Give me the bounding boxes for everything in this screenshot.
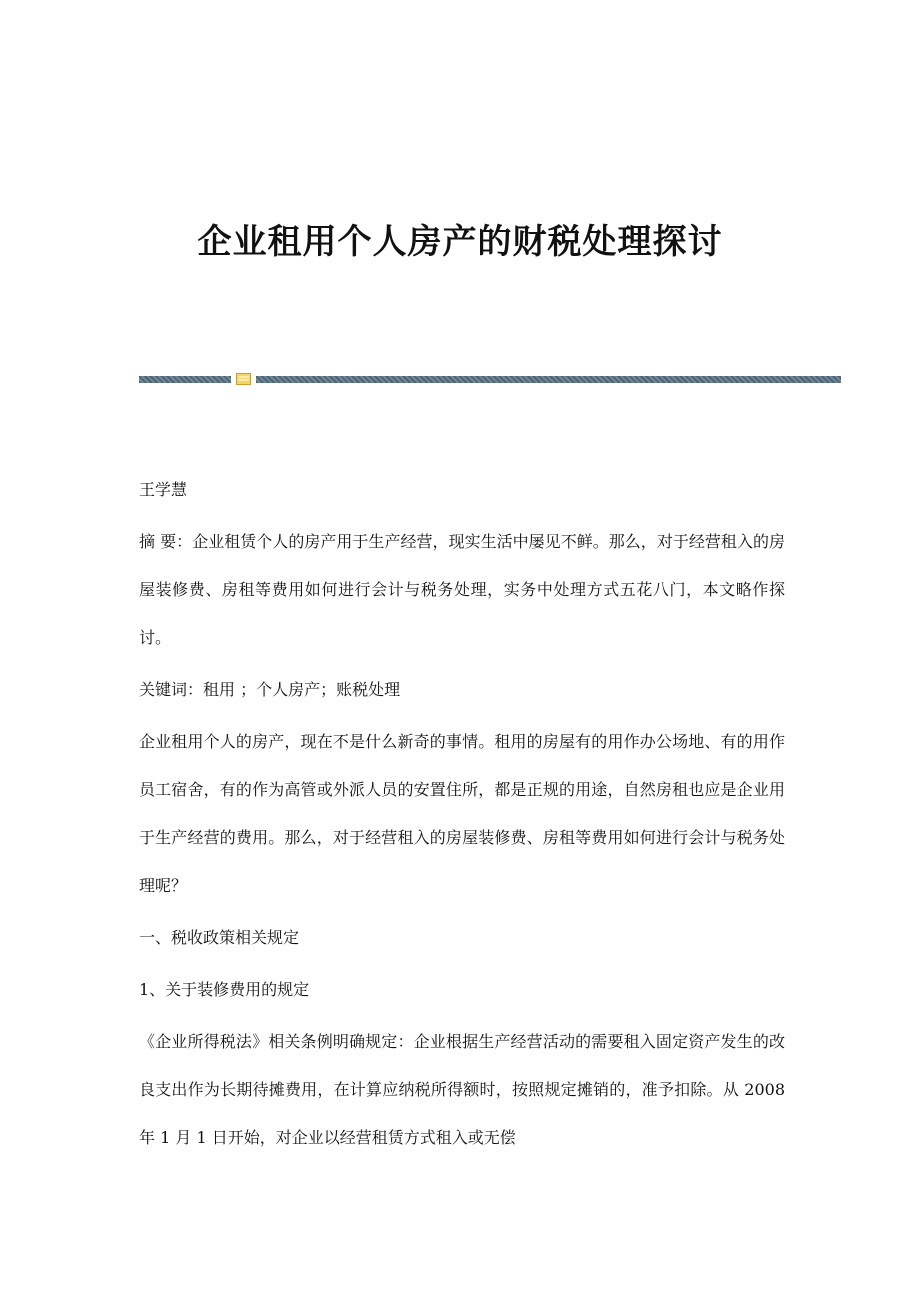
author-name: 王学慧 <box>139 480 188 499</box>
abstract-paragraph <box>139 518 785 662</box>
divider-bar-left <box>139 376 231 383</box>
title-divider <box>139 372 841 386</box>
divider-bar-right <box>256 376 841 383</box>
body-paragraph: 《企业所得税法》相关条例明确规定：企业根据生产经营活动的需要租入固定资产发生的改良支出作为长期待摊费用，在计算应纳税所得额时，按照规定摊销的，准予扣除。从 2008 年 1 月 1 日开始，对企业以经营租赁方式租入或无偿 <box>139 1032 785 1147</box>
keywords-label: 关键词： <box>139 680 204 699</box>
subsection-heading: 1、关于装修费用的规定 <box>139 980 310 999</box>
document-body <box>139 466 785 1166</box>
keywords-paragraph <box>139 666 785 714</box>
keywords-text: 租用 ；个人房产；账税处理 <box>203 680 401 699</box>
abstract-text: 企业租赁个人的房产用于生产经营，现实生活中屡见不鲜。那么，对于经营租入的房屋装修费、房租等费用如何进行会计与税务处理，实务中处理方式五花八门，本文略作探讨。 <box>139 532 785 647</box>
divider-ornament-icon <box>236 373 251 385</box>
abstract-label: 摘 要： <box>139 532 193 551</box>
intro-paragraph: 企业租用个人的房产，现在不是什么新奇的事情。租用的房屋有的用作办公场地、有的用作员工宿舍，有的作为高管或外派人员的安置住所，都是正规的用途，自然房租也应是企业用于生产经营的费用。那么，对于经营租入的房屋装修费、房租等费用如何进行会计与税务处理呢？ <box>139 732 785 895</box>
document-title: 企业租用个人房产的财税处理探讨 <box>197 222 723 262</box>
section-heading: 一、税收政策相关规定 <box>139 928 300 947</box>
